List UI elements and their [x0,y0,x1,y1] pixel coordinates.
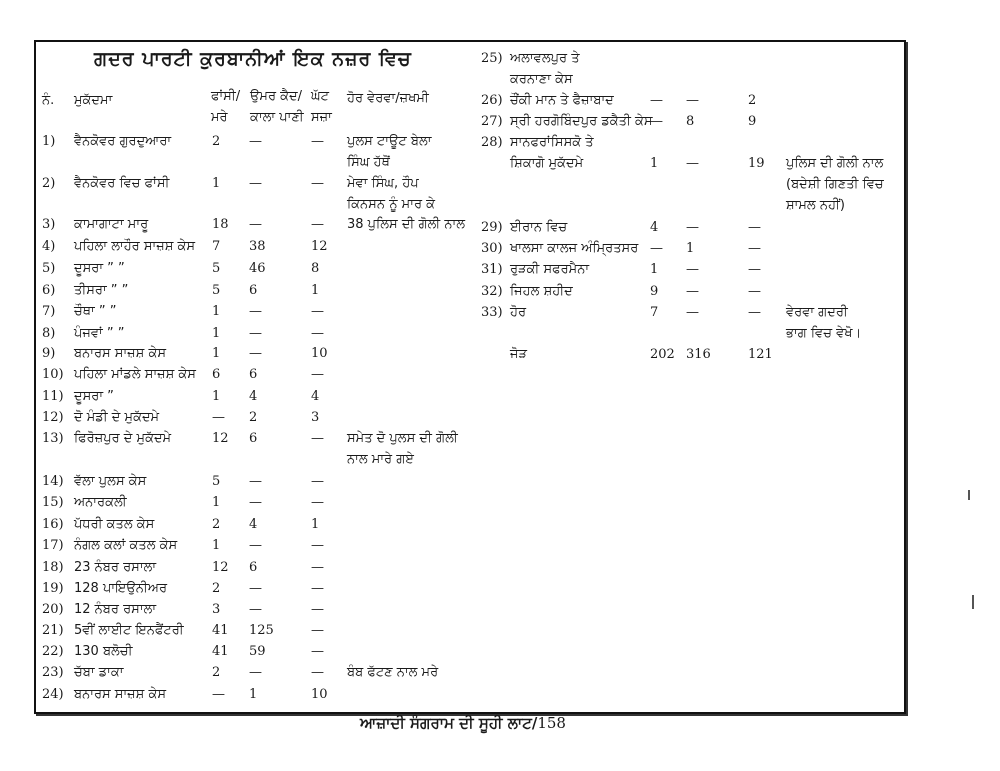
remarks: ਸਮੇਤ ਦੋ ਪੁਲਸ ਦੀ ਗੋਲੀ [347,431,458,446]
hanged-count: — [650,93,663,108]
life-count: 6 [249,431,258,446]
total-short: 121 [748,347,773,362]
life-count: 8 [686,114,695,129]
row-number: 1) [42,134,56,149]
short-count: 19 [748,156,765,171]
header-life: ਉਮਰ ਕੈਦ/ ਕਾਲਾ ਪਾਣੀ [250,89,304,125]
hanged-count: 1 [212,389,221,404]
total-life: 316 [686,347,711,362]
hanged-count: — [212,687,225,702]
short-count: — [311,367,324,382]
life-count: 6 [249,560,258,575]
remarks-line-2: ਕਿਨਸਨ ਨੂੰ ਮਾਰ ਕੇ [347,197,436,212]
short-count: 2 [748,93,757,108]
row-number: 17) [42,538,64,553]
short-count: — [311,304,324,319]
row-number: 30) [481,241,503,256]
row-number: 11) [42,389,64,404]
life-count: — [686,220,699,235]
header-no: ਨੰ. [42,93,55,108]
row-number: 24) [42,687,64,702]
row-number: 21) [42,623,64,638]
life-count: — [249,474,262,489]
case-name: 130 ਬਲੋਚੀ [74,644,133,659]
hanged-count: 12 [212,560,229,575]
row-number: 29) [481,220,503,235]
short-count: 1 [311,517,320,532]
hanged-count: — [650,241,663,256]
life-count: — [249,665,262,680]
case-name: ਖਾਲਸਾ ਕਾਲਜ ਅੰਮ੍ਰਿਤਸਰ [510,241,639,256]
remarks: 38 ਪੁਲਿਸ ਦੀ ਗੋਲੀ ਨਾਲ [347,217,465,232]
short-count: 9 [748,114,757,129]
hanged-count: 1 [650,262,659,277]
case-name: ਪਹਿਲਾ ਲਾਹੌਰ ਸਾਜ਼ਸ਼ ਕੇਸ [74,239,196,254]
short-count: — [311,176,324,191]
case-name: ਦੂਸਰਾ ” [74,389,114,404]
life-count: 38 [249,239,266,254]
hanged-count: 6 [212,367,221,382]
life-count: — [686,93,699,108]
short-count: 8 [311,261,320,276]
header-short: ਘੱਟ ਸਜ਼ਾ [311,89,332,125]
header-case: ਮੁਕੱਦਮਾ [74,93,113,108]
remarks-line-2: (ਬਦੇਸ਼ੀ ਗਿਣਤੀ ਵਿਚ [786,177,884,192]
case-name: 12 ਨੰਬਰ ਰਸਾਲਾ [74,602,157,617]
hanged-count: 3 [212,602,221,617]
case-name: ਸ੍ਰੀ ਹਰਗੋਬਿੰਦਪੁਰ ਡਕੈਤੀ ਕੇਸ [510,114,653,129]
hanged-count: 18 [212,217,229,232]
scan-speck [968,490,970,500]
life-count: — [249,538,262,553]
row-number: 22) [42,644,64,659]
hanged-count: 5 [212,261,221,276]
case-name: ਦੂਸਰਾ ” ” [74,261,125,276]
footer-text: ਆਜ਼ਾਦੀ ਸੰਗਰਾਮ ਦੀ ਸੂਹੀ ਲਾਟ/ [360,714,538,732]
hanged-count: 1 [212,176,221,191]
short-count: — [748,241,761,256]
hanged-count: 1 [212,304,221,319]
hanged-count: 5 [212,283,221,298]
row-number: 5) [42,261,56,276]
row-number: 32) [481,284,503,299]
remarks-line-3: ਸ਼ਾਮਲ ਨਹੀਂ) [786,198,845,213]
case-name: ਪੱਧਰੀ ਕਤਲ ਕੇਸ [74,517,155,532]
life-count: — [249,346,262,361]
row-number: 18) [42,560,64,575]
remarks: ਪੁਲਿਸ ਦੀ ਗੋਲੀ ਨਾਲ [786,156,884,171]
row-number: 28) [481,135,503,150]
row-number: 15) [42,495,64,510]
row-number: 19) [42,581,64,596]
case-name-line-2: ਕਰਨਾਣਾ ਕੇਸ [510,72,573,87]
row-number: 23) [42,665,64,680]
short-count: 10 [311,346,328,361]
life-count: 4 [249,517,258,532]
case-name-line-2: ਸ਼ਿਕਾਗੋ ਮੁਕੱਦਮੇ [510,156,584,171]
life-count: — [249,304,262,319]
row-number: 7) [42,304,56,319]
hanged-count: 2 [212,134,221,149]
row-number: 20) [42,602,64,617]
hanged-count: 2 [212,581,221,596]
header-hanged: ਫਾਂਸੀ/ ਮਰੇ [211,89,241,125]
remarks: ਵੇਰਵਾ ਗਦਰੀ [786,305,848,320]
row-number: 27) [481,114,503,129]
hanged-count: 1 [212,346,221,361]
remarks: ਮੇਵਾ ਸਿੰਘ, ਹੌਪ [347,176,419,191]
life-count: 4 [249,389,258,404]
case-name: ਚੌਥਾ ” ” [74,304,117,319]
short-count: — [748,220,761,235]
life-count: — [249,581,262,596]
life-count: 2 [249,410,258,425]
row-number: 12) [42,410,64,425]
row-number: 3) [42,217,56,232]
short-count: 3 [311,410,320,425]
life-count: — [249,134,262,149]
case-name: ਫਿਰੋਜ਼ਪੁਰ ਦੇ ਮੁਕੱਦਮੇ [74,431,172,446]
short-count: — [311,581,324,596]
page-title: ਗਦਰ ਪਾਰਟੀ ਕੁਰਬਾਨੀਆਂ ਇਕ ਨਜ਼ਰ ਵਿਚ [94,48,412,70]
case-name: ਅਲਾਵਲਪੁਰ ਤੇ [510,51,580,66]
hanged-count: 2 [212,665,221,680]
hanged-count: 41 [212,644,229,659]
short-count: — [311,644,324,659]
row-number: 9) [42,346,56,361]
hanged-count: 7 [650,305,659,320]
hanged-count: 9 [650,284,659,299]
hanged-count: 1 [212,538,221,553]
short-count: — [311,623,324,638]
case-name: ਸਾਨਫਰਾਂਸਿਸਕੋ ਤੇ [510,135,594,150]
case-name: 5ਵੀਂ ਲਾਈਟ ਇਨਫੈਂਟਰੀ [74,623,184,638]
life-count: — [686,284,699,299]
life-count: — [249,495,262,510]
case-name: ਜਿਹਲ ਸ਼ਹੀਦ [510,284,573,299]
case-name: ਦੋ ਮੰਡੀ ਦੇ ਮੁਕੱਦਮੇ [74,410,160,425]
short-count: — [748,262,761,277]
case-name: ਕਾਮਾਗਾਟਾ ਮਾਰੂ [74,217,149,232]
row-number: 25) [481,51,503,66]
life-count: — [249,326,262,341]
short-count: 4 [311,389,320,404]
hanged-count: 2 [212,517,221,532]
short-count: — [311,474,324,489]
remarks: ਬੰਬ ਫੱਟਣ ਨਾਲ ਮਰੇ [347,665,439,680]
short-count: — [311,134,324,149]
row-number: 26) [481,93,503,108]
case-name: ਵੈਨਕੋਵਰ ਵਿਚ ਫਾਂਸੀ [74,176,170,191]
page-number: 158 [537,714,566,732]
short-count: 12 [311,239,328,254]
short-count: — [311,560,324,575]
row-number: 16) [42,517,64,532]
case-name: ਬਨਾਰਸ ਸਾਜ਼ਸ਼ ਕੇਸ [74,346,166,361]
life-count: 125 [249,623,274,638]
short-count: — [748,305,761,320]
short-count: — [311,217,324,232]
hanged-count: 5 [212,474,221,489]
case-name: ਤੀਸਰਾ ” ” [74,283,129,298]
remarks-line-2: ਨਾਲ ਮਾਰੇ ਗਏ [347,452,414,467]
short-count: — [311,538,324,553]
life-count: — [686,305,699,320]
life-count: 1 [686,241,695,256]
remarks-line-2: ਭਾਗ ਵਿਚ ਵੇਖੋ। [786,326,862,341]
short-count: — [748,284,761,299]
case-name: ਚੱਬਾ ਡਾਕਾ [74,665,124,680]
hanged-count: 7 [212,239,221,254]
short-count: — [311,431,324,446]
hanged-count: 4 [650,220,659,235]
hanged-count: 12 [212,431,229,446]
short-count: — [311,326,324,341]
case-name: ਪਹਿਲਾ ਮਾਂਡਲੇ ਸਾਜ਼ਸ਼ ਕੇਸ [74,367,196,382]
scan-speck [972,595,974,609]
case-name: ਹੋਰ [510,305,527,320]
life-count: 46 [249,261,266,276]
short-count: — [311,665,324,680]
life-count: — [686,156,699,171]
total-label: ਜੋੜ [510,347,527,362]
row-number: 4) [42,239,56,254]
life-count: 1 [249,687,258,702]
header-remarks: ਹੋਰ ਵੇਰਵਾ/ਜ਼ਖਮੀ [347,91,429,106]
row-number: 13) [42,431,64,446]
short-count: 1 [311,283,320,298]
hanged-count: 1 [212,326,221,341]
case-name: ਰੁੜਕੀ ਸਫਰਮੈਨਾ [510,262,590,277]
hanged-count: — [212,410,225,425]
life-count: — [249,217,262,232]
case-name: ਪੰਜਵਾਂ ” ” [74,326,125,341]
row-number: 14) [42,474,64,489]
life-count: 6 [249,283,258,298]
case-name: ਵੱਲਾ ਪੁਲਸ ਕੇਸ [74,474,147,489]
case-name: ਚੌਂਕੀ ਮਾਨ ਤੇ ਫੈਜ਼ਾਬਾਦ [510,93,614,108]
life-count: — [249,176,262,191]
hanged-count: — [650,114,663,129]
remarks: ਪੁਲਸ ਟਾਊਟ ਬੇਲਾ [347,134,432,149]
hanged-count: 1 [650,156,659,171]
total-hanged: 202 [650,347,675,362]
case-name: ਨੰਗਲ ਕਲਾਂ ਕਤਲ ਕੇਸ [74,538,178,553]
hanged-count: 41 [212,623,229,638]
life-count: 59 [249,644,266,659]
case-name: 128 ਪਾਇਉਨੀਅਰ [74,581,168,596]
short-count: — [311,602,324,617]
hanged-count: 1 [212,495,221,510]
row-number: 33) [481,305,503,320]
life-count: 6 [249,367,258,382]
case-name: ਬਨਾਰਸ ਸਾਜ਼ਸ਼ ਕੇਸ [74,687,166,702]
row-number: 2) [42,176,56,191]
short-count: — [311,495,324,510]
row-number: 31) [481,262,503,277]
row-number: 6) [42,283,56,298]
short-count: 10 [311,687,328,702]
case-name: 23 ਨੰਬਰ ਰਸਾਲਾ [74,560,157,575]
case-name: ਵੈਨਕੋਵਰ ਗੁਰਦੁਆਰਾ [74,134,172,149]
case-name: ਅਨਾਰਕਲੀ [74,495,127,510]
life-count: — [249,602,262,617]
page-footer [360,714,566,732]
case-name: ਈਰਾਨ ਵਿਚ [510,220,568,235]
life-count: — [686,262,699,277]
row-number: 8) [42,326,56,341]
row-number: 10) [42,367,64,382]
remarks-line-2: ਸਿੰਘ ਹੱਥੋਂ [347,155,390,170]
